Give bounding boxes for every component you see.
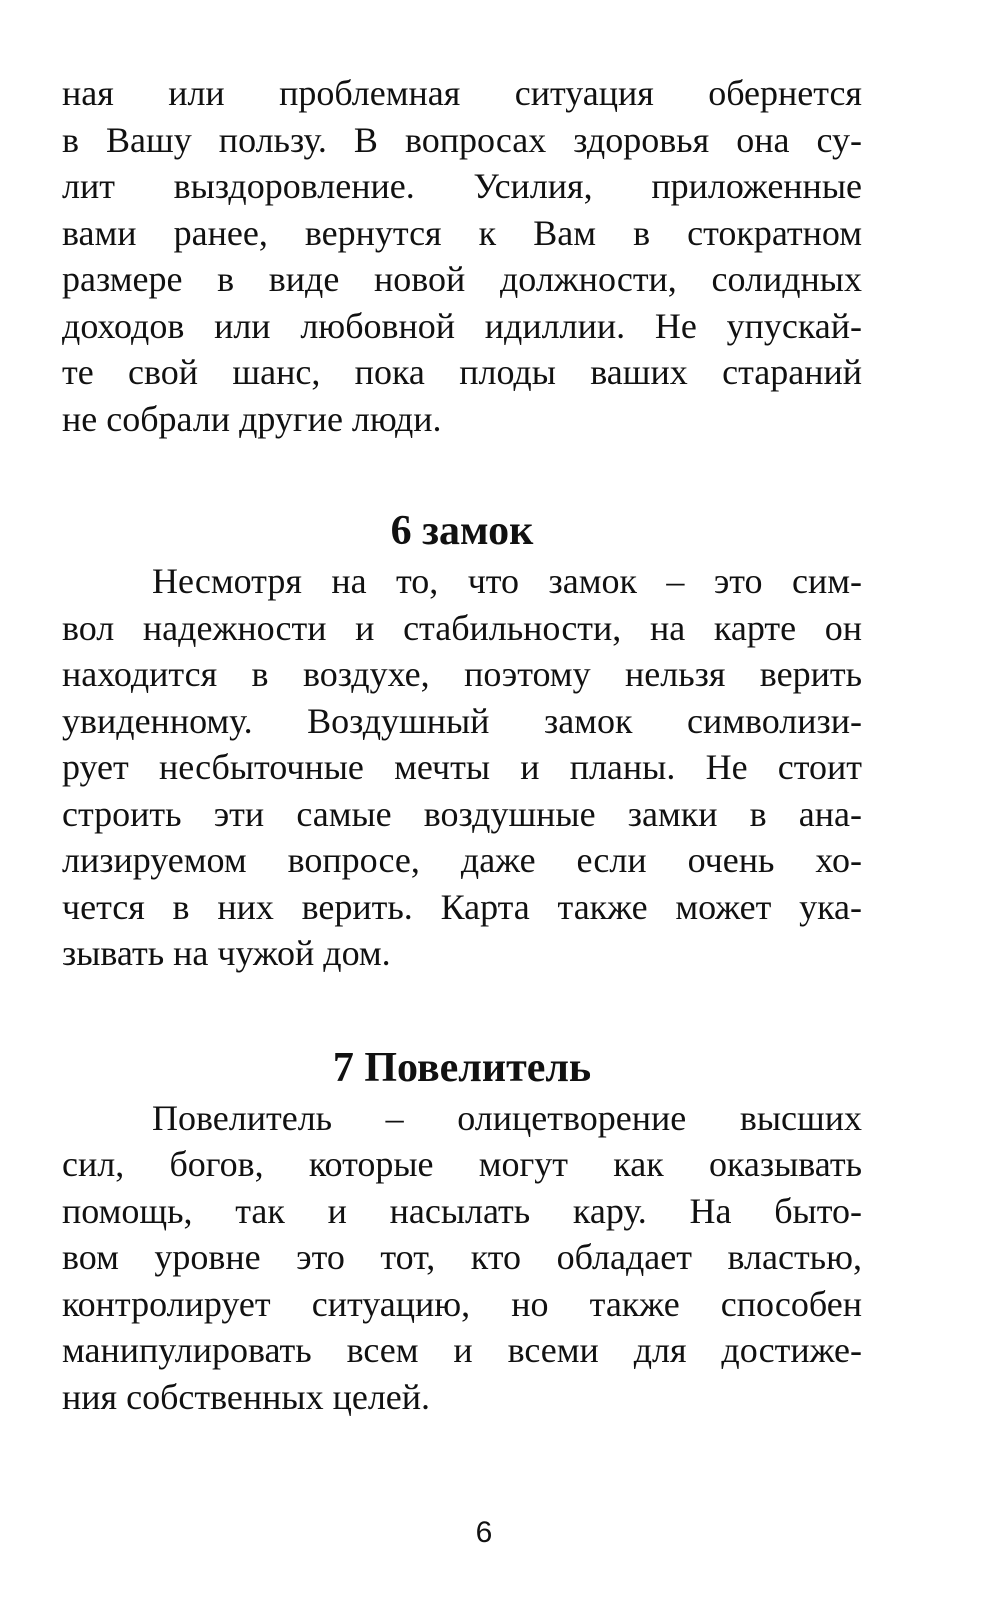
text-line: Несмотря на то, что замок – это сим-: [152, 561, 862, 601]
section-heading-ruler: 7 Повелитель: [332, 1044, 592, 1091]
text-line: сил, богов, которые могут как оказывать: [62, 1144, 862, 1184]
text-line: вол надежности и стабильности, на карте он: [62, 607, 862, 648]
text-line: не собрали другие люди.: [62, 398, 442, 439]
text-line: вом уровне это тот, кто обладает властью,: [62, 1237, 862, 1277]
text-line: доходов или любовной идиллии. Не упускай-: [62, 305, 862, 346]
text-line: строить эти самые воздушные замки в ана-: [62, 793, 862, 834]
page-number: 6: [475, 1516, 493, 1549]
text-line: находится в воздухе, поэтому нельзя верить: [62, 654, 862, 694]
castle-paragraph: [62, 558, 862, 977]
intro-paragraph: [62, 70, 862, 442]
text-line: зывать на чужой дом.: [62, 933, 391, 973]
text-line: ная или проблемная ситуация обернется: [62, 73, 862, 113]
text-line: те свой шанс, пока плоды ваших стараний: [62, 352, 862, 392]
text-line: лизируемом вопросе, даже если очень хо-: [62, 840, 862, 880]
ruler-paragraph: [62, 1095, 862, 1421]
text-line: в Вашу пользу. В вопросах здоровья она су-: [62, 119, 862, 160]
text-line: манипулировать всем и всеми для достиже-: [62, 1330, 862, 1370]
page-content: [62, 70, 862, 1420]
text-line: рует несбыточные мечты и планы. Не стоит: [62, 747, 862, 787]
text-line: контролирует ситуацию, но также способен: [62, 1283, 862, 1324]
text-line: лит выздоровление. Усилия, приложенные: [62, 166, 862, 206]
text-line: вами ранее, вернутся к Вам в стократном: [62, 212, 862, 253]
text-line: чется в них верить. Карта также может ука-: [62, 886, 862, 927]
text-line: ния собственных целей.: [62, 1376, 431, 1417]
text-line: увиденному. Воздушный замок символизи-: [62, 700, 862, 741]
section-heading-castle: 6 замок: [390, 508, 534, 554]
text-line: помощь, так и насылать кару. На быто-: [62, 1190, 862, 1231]
text-line: размере в виде новой должности, солидных: [62, 259, 862, 299]
text-line: Повелитель – олицетворение высших: [152, 1097, 862, 1138]
